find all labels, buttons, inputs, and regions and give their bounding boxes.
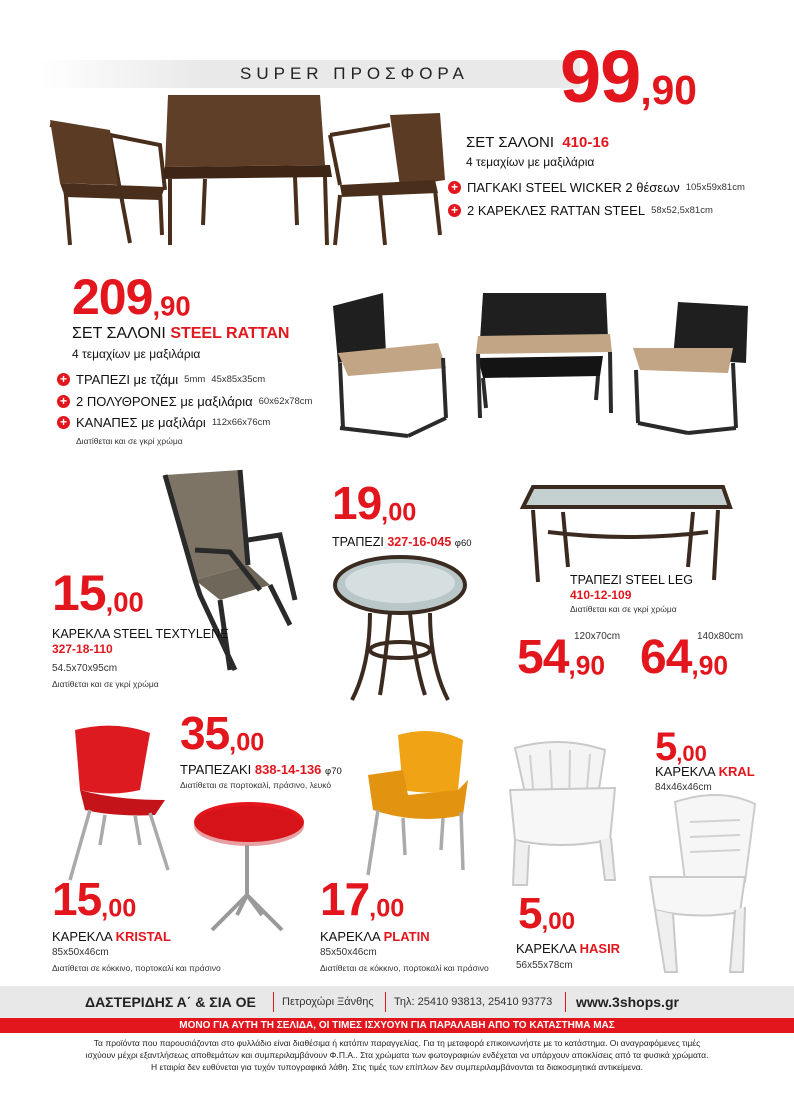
hasir-title: ΚΑΡΕΚΛΑ HASIR	[516, 941, 621, 956]
steelleg-title: ΤΡΑΠΕΖΙ STEEL LEG	[570, 573, 693, 587]
platin-chair-image	[363, 730, 473, 885]
disclaimer-line-2: ισχύουν μέχρι εξαντλήσεως αποθεμάτων και συμπεριλαμβάνουν Φ.Π.Α.. Στα χρώματα των φωτογραφιών ενδέχεται να υπάρχουν αποκλίσεις από τα φυσικά χρώματα.	[85, 1050, 709, 1060]
footer-contact-bar	[0, 986, 794, 1018]
company-name: ΔΑΣΤΕΡΙΔΗΣ Α΄ & ΣΙΑ ΟΕ	[85, 994, 256, 1010]
kristal-note: Διατίθεται σε κόκκινο, πορτοκαλί και πράσινο	[52, 963, 221, 973]
textylene-note: Διατίθεται και σε γκρί χρώμα	[52, 679, 159, 689]
trapezaki-title: ΤΡΑΠΕΖΑΚΙ 838-14-136 φ70	[180, 762, 342, 777]
kristal-size: 85x50x46cm	[52, 947, 109, 958]
textylene-title: ΚΑΡΕΚΛΑ STEEL TEXTYLENE	[52, 627, 229, 641]
kristal-price: 15,00	[52, 873, 137, 925]
textylene-price: 15,00	[52, 565, 144, 621]
setsteel-feature-2: + 2 ΠΟΛΥΘΡΟΝΕΣ με μαξιλάρια 60x62x78cm	[57, 394, 312, 409]
company-phone: Τηλ: 25410 93813, 25410 93773	[394, 996, 553, 1008]
setsteel-title: ΣΕΤ ΣΑΛΟΝΙ STEEL RATTAN	[72, 325, 290, 342]
platin-title: ΚΑΡΕΚΛΑ PLATIN	[320, 929, 430, 944]
textylene-code: 327-18-110	[52, 642, 113, 656]
platin-size: 85x50x46cm	[320, 947, 377, 958]
set410-subtitle: 4 τεμαχίων με μαξιλάρια	[466, 155, 595, 169]
company-location: Πετροχώρι Ξάνθης	[282, 996, 374, 1008]
kral-size: 84x46x46cm	[655, 782, 712, 793]
textylene-chair-image	[160, 470, 300, 675]
kristal-chair-image	[60, 725, 175, 885]
pickup-notice: ΜΟΝΟ ΓΙΑ ΑΥΤΗ ΤΗ ΣΕΛΙΔΑ, ΟΙ ΤΙΜΕΣ ΙΣΧΥΟΥΝ ΓΙΑ ΠΑΡΑΛΑΒΗ ΑΠΟ ΤΟ ΚΑΤΑΣΤΗΜΑ ΜΑΣ	[0, 1018, 794, 1033]
steel-rattan-set-image	[328, 288, 753, 438]
set410-title: ΣΕΤ ΣΑΛΟΝΙ 410-16	[466, 134, 610, 151]
divider	[385, 992, 386, 1012]
hasir-chair-image	[505, 740, 620, 890]
set410-feature-1: + ΠΑΓΚΑΚΙ STEEL WICKER 2 θέσεων 105x59x81cm	[448, 180, 745, 195]
setsteel-subtitle: 4 τεμαχίων με μαξιλάρια	[72, 347, 201, 361]
plus-icon: +	[57, 373, 70, 386]
divider	[273, 992, 274, 1012]
steelleg-code: 410-12-109	[570, 588, 632, 602]
setsteel-feature-1: + ΤΡΑΠΕΖΙ με τζάμι 5mm 45x85x35cm	[57, 372, 265, 387]
plus-icon: +	[57, 395, 70, 408]
plus-icon: +	[57, 416, 70, 429]
disclaimer-line-1: Τα προϊόντα που παρουσιάζονται στο φυλλάδιο είναι διαθέσιμα ή κατόπιν παραγγελίας. Για τη μεταφορά επικοινωνήστε με το κατάστημα. Οι αναγραφόμενες τιμές	[93, 1038, 701, 1048]
wicker-set-image	[40, 95, 450, 255]
kral-chair-image	[645, 792, 760, 977]
steelleg-size-2: 140x80cm	[697, 631, 744, 642]
steelleg-price-2: 64,90	[640, 631, 729, 684]
website-link[interactable]: www.3shops.gr	[576, 994, 679, 1010]
setsteel-price: 209,90	[72, 269, 191, 325]
set410-feature-2: + 2 ΚΑΡΕΚΛΕΣ RATTAN STEEL 58x52,5x81cm	[448, 203, 713, 218]
hasir-size: 56x55x78cm	[516, 960, 573, 971]
divider	[565, 992, 566, 1012]
steelleg-note: Διατίθεται και σε γκρί χρώμα	[570, 604, 677, 614]
red-round-table-image	[192, 800, 307, 935]
steelleg-size-1: 120x70cm	[574, 631, 621, 642]
kral-price: 5,00	[655, 725, 707, 769]
hasir-price: 5,00	[518, 889, 576, 938]
roundtable-title: ΤΡΑΠΕΖΙ 327-16-045 φ60	[332, 535, 472, 549]
platin-note: Διατίθεται σε κόκκινο, πορτοκαλί και πράσινο	[320, 963, 489, 973]
disclaimer-line-3: Η εταιρία δεν ευθύνεται για τυχόν τυπογραφικά λάθη. Στις τιμές των επίπλων δεν συμπεριλαμβάνονται τα διακοσμητικά αντικείμενα.	[150, 1062, 644, 1072]
banner-label: SUPER ΠΡΟΣΦΟΡΑ	[240, 64, 469, 83]
round-glass-table-image	[330, 555, 470, 705]
setsteel-note: Διατίθεται και σε γκρί χρώμα	[76, 436, 183, 446]
setsteel-feature-3: + ΚΑΝΑΠΕΣ με μαξιλάρι 112x66x76cm	[57, 415, 270, 430]
plus-icon: +	[448, 204, 461, 217]
trapezaki-note: Διατίθεται σε πορτοκαλί, πράσινο, λευκό	[180, 780, 332, 790]
platin-price: 17,00	[320, 873, 405, 925]
steelleg-price-1: 54,90	[517, 631, 606, 684]
trapezaki-price: 35,00	[180, 707, 265, 759]
set410-price: 99,90	[560, 35, 697, 118]
kristal-title: ΚΑΡΕΚΛΑ KRISTAL	[52, 929, 171, 944]
offer-banner	[40, 60, 580, 88]
plus-icon: +	[448, 181, 461, 194]
textylene-size: 54.5x70x95cm	[52, 663, 118, 674]
roundtable-price: 19,00	[332, 477, 417, 529]
kral-title: ΚΑΡΕΚΛΑ KRAL	[655, 764, 755, 779]
